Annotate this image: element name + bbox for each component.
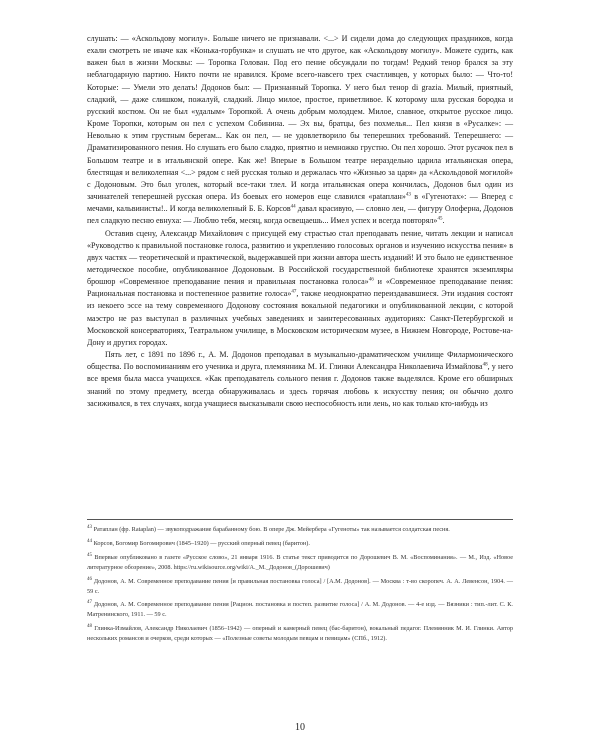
- footnote: $^{48}$ Глинка-Измайлов, Александр Николаевич (1856–1942) — оперный и камерный певец (бас-баритон), вокальный педагог. Племянник М. И. Глинки. Автор нескольких романсов и очерков, среди которых — «Полезные советы молодым певцам и певицам» (СПб., 1912).: [87, 624, 513, 643]
- footnote: $^{43}$ Ратаплан (фр. Rataplan) — звукоподражание барабанному бою. В опере Дж. Мейербера «Гугеноты» так называется солдатская песня.: [87, 524, 450, 533]
- footnote-ref[interactable]: 43: [405, 192, 411, 198]
- footnote: $^{45}$ Впервые опубликовано в газете «Русское слово», 21 января 1916. В статье текст приводится по Дорошевич В. М. «Воспоминания». — М., Изд. «Новое литературное обозрение», 2008. https://ru.wikisource.org/wiki/А._М._Додонов_(Дорошевич): [87, 552, 513, 571]
- footnote: $^{47}$ Додонов, А. М. Современное преподавание пения [Рацион. постановка и постеп. развитие голоса] / А. М. Додонов. — 4-е изд. — Вязники : тип.-лит. С. К. Матренинского, 1911. — 59 с.: [87, 600, 513, 619]
- footnote: $^{46}$ Додонов, А. М. Современное преподавание пения [и правильная постановка голоса] / [А.М. Додонов]. — Москва : т-во скоропеч. А. А. Левенсон, 1904. — 59 с.: [87, 576, 513, 595]
- page-number: 10: [295, 722, 305, 733]
- footnote-divider: [87, 519, 513, 520]
- footnote-ref[interactable]: 44: [290, 204, 296, 210]
- paragraph-1: слушать: — «Аскольдову могилу». Больше ничего не признавали. <...> И сидели дома до следующих праздников, когда ехали смотреть не иначе как «Конька-горбунка» и слушать не что другое, как «Аскольдову могилу». Можете судить, как важен был в жизни Москвы: — Торопка Голован. Под его пение обсуждали по тогдам! Редкий тенор брался за эту неблагодарную партию. Никто почти не нравился. Кроме всего-навсего трех счастливцев, у которых было: — Что-то! Которые: — Умели это делать! Додонов был: — Признанный Торопка. У него был тенор di grazia. Милый, приятный, сладкий, — даже слишком, пожалуй, сладкий. Лицо милое, простое, приветливое. К которому шла русская бородка и русский костюм. Он не был «удалым» Торопкой. А очень добрым молодцем. Милое, славное, открытое русское лицо. Кроме Торопки, которым он пел с успехом Собинина. — Эх вы, братцы, без похмелья... Пел князя в «Русалке»: — Невольно к этим грустным берегам... Как он пел, — не удовлетворило бы теперешних требований. Теперешнего: — Драматизированного пения. Но слушать его было сладко, приятно и немножко грустно. Он пел хорошо. Этот русачок пел в Большом театре и в итальянской опере. Как же! Вперые в Большом театре нераздельно царила итальянская опера, блестящая и великолепная <...> рядом с ней русская только и держалась что «Жизнью за царя» да «Аскольдовой могилой» с Додоновым. Это был уголек, который все-таки тлел. И когда итальянская опера кончилась, Додонов был один из зачинателей теперешней русская опера. Из боевых его номеров еще славился «рatаплан»$^{43}$ в «Гугенотах»: — Вперед с мечами, кальвинисты!.. И когда великолепный Б. Б. Корсов$^{44}$ давал красивую, — словно лен, — фигуру Олоферна, Додонов пел сладкую песню евнуха: — Люблю тебя, месяц, когда освещаешь... Имел успех и всегда повторял»$^{45}$.: [87, 34, 514, 226]
- footnotes: [87, 525, 513, 648]
- main-text: [87, 33, 513, 410]
- footnote-ref[interactable]: 47: [291, 289, 297, 295]
- footnote-ref[interactable]: 48: [482, 362, 488, 368]
- paragraph-3: Пять лет, с 1891 по 1896 г., А. М. Додонов преподавал в музыкально-драматическом училище Филармонического общества. По воспоминаниям его ученика и друга, племянника М. И. Глинки Александра Николаевича Измайлова$^{48}$, у него все время была масса учащихся. «Как преподаватель сольного пения г. Додонов также выделялся. Кроме его обширных знаний по этому предмету, всегда обнаруживалась и здесь горячая любовь к искусству пения; он обычно долго засиживался, в тех случаях, когда учащиеся высказывали свою неспособность или лень, но как только кто-нибудь из: [87, 350, 514, 408]
- footnote-ref[interactable]: 45: [437, 216, 443, 222]
- footnote: $^{44}$ Корсов, Богомир Богомирович (1845–1920) — русский оперный певец (баритон).: [87, 538, 310, 547]
- footnote-ref[interactable]: 46: [368, 277, 374, 283]
- paragraph-2: Оставив сцену, Александр Михайлович с присущей ему страстью стал преподавать пение, читать лекции и написал «Руководство к правильной постановке голоса, развитию и укреплению голосовых органов и изучению искусства пения» в двух частях — теоретической и практической, выдержавшей при жизни автора шесть изданий! И это было не единственное методическое пособие, опубликованное Додоновым. В Российской государственной библиотеке хранятся экземпляры брошюр «Современное преподавание пения и правильная постановка голоса»$^{46}$ и «Современное преподавание пения: Рациональная постановка и постепенное развитие голоса»$^{47}$, также неоднократно переиздававшиеся. Эти издания состоят из некоего эссе на тему современного Додонову состояния вокальной педагогики и опубликованной лекции, с которой маэстро не раз выступал в различных учебных заведениях и заинтересованных аудиториях: Санкт-Петербургской и Московской консерваториях, Театральном училище, в Московском историческом музее, в Нижнем Новгороде, Ростове-на-Дону и других городах.: [87, 228, 513, 347]
